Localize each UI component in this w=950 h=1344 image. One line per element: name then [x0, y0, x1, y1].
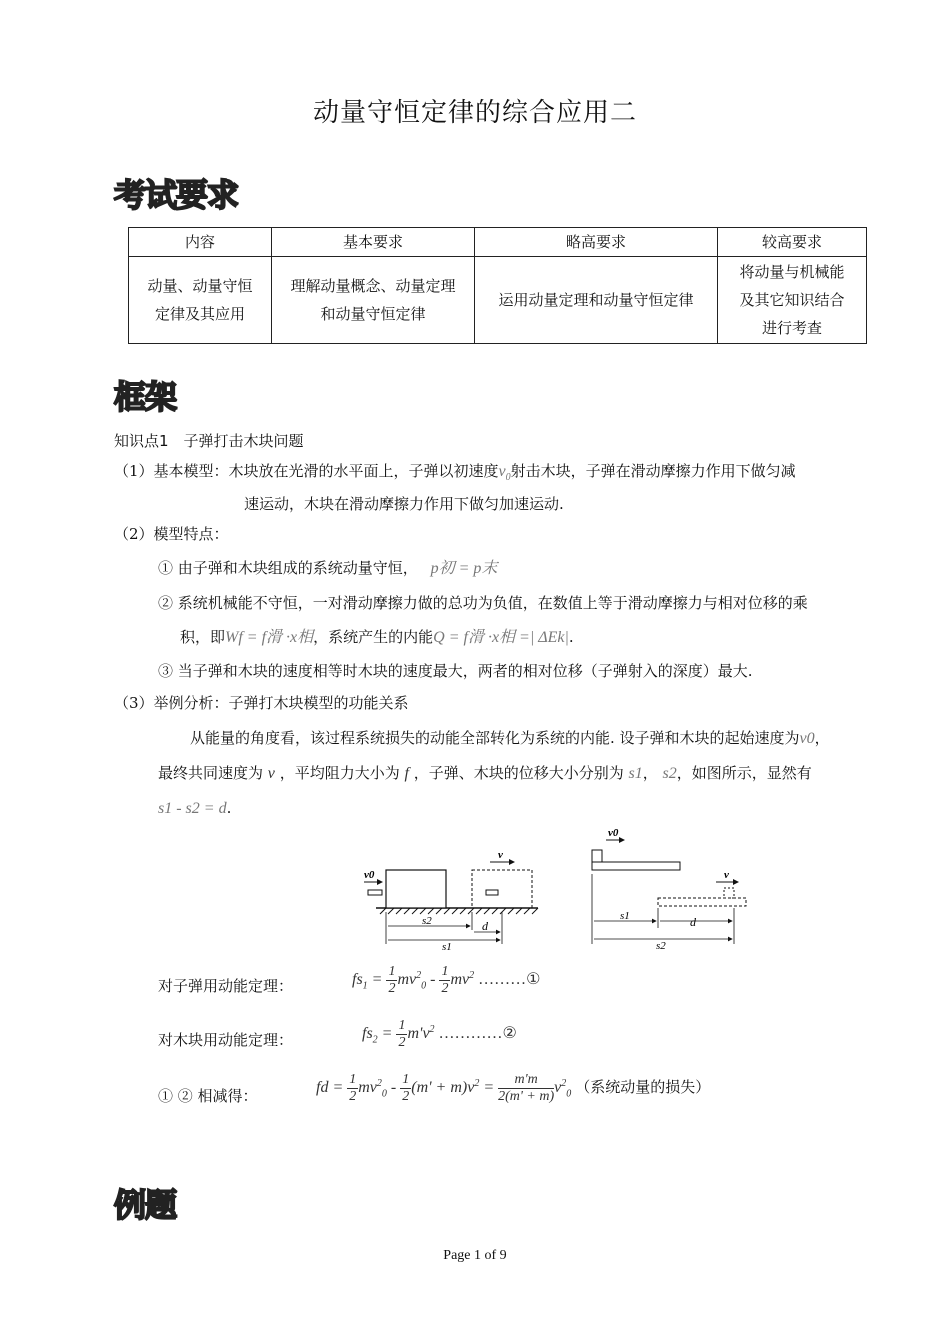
section-heading-examples: 例题 — [114, 1186, 177, 1224]
table-cell — [718, 257, 867, 344]
slider-final — [724, 888, 734, 898]
cell-line: 进行考查 — [761, 319, 822, 337]
denominator: 2 — [398, 1035, 406, 1050]
var-s2: s2 — [662, 765, 677, 782]
formula-momentum: p初 = p末 — [430, 560, 498, 577]
text: fd = — [316, 1079, 344, 1097]
text: （系统动量的损失） — [575, 1078, 711, 1097]
label-s2: s2 — [656, 940, 666, 952]
table-cell — [129, 257, 272, 344]
text: v — [554, 1079, 562, 1097]
feature-1 — [158, 558, 497, 579]
text: mv — [397, 971, 417, 989]
text: 积，即 — [180, 628, 226, 646]
text: ，平均阻力大小为 — [279, 764, 400, 782]
label-d: d — [482, 919, 488, 933]
text: ① 由子弹和木块组成的系统动量守恒， — [158, 559, 418, 577]
page-footer: Page 1 of 9 — [443, 1248, 507, 1263]
eq3: fd = $\frac{1}{2}$ $mv^2_0$ - $\frac{1}{2}$ $(m' + m)v^2$ = $\frac{m'm}{2(m' + m)}$ $v^2_0$ （系统动量的损失） — [316, 1072, 711, 1104]
feature-2: ② 系统机械能不守恒，一对滑动摩擦力做的总功为负值，在数值上等于滑动摩擦力与相对位移的乘 — [158, 594, 808, 612]
text: ， — [642, 764, 658, 782]
section-heading-framework: 框架 — [114, 378, 177, 416]
numerator: 1 — [441, 964, 449, 979]
denominator: 2 — [402, 1089, 410, 1104]
diagram-block-bullet — [356, 846, 546, 956]
formula-v0: v0 — [799, 730, 815, 747]
var-v: v — [267, 765, 275, 782]
numerator: 1 — [402, 1072, 410, 1087]
numerator: 1 — [388, 964, 396, 979]
plank-final — [658, 898, 746, 906]
knowledge-point-heading: 知识点1 子弹打击木块问题 — [114, 432, 304, 450]
fraction-half — [396, 1018, 407, 1051]
numerator: 1 — [349, 1072, 357, 1087]
analysis-line-1 — [190, 728, 830, 749]
text: (m' + m)v — [411, 1079, 475, 1097]
subscript: 0 — [505, 472, 511, 484]
text: ，如图所示，显然有 — [676, 764, 812, 782]
label-v: v — [724, 869, 729, 881]
formula-v0 — [498, 463, 511, 484]
eq1-label: 对子弹用动能定理： — [158, 977, 294, 995]
text: 最终共同速度为 — [158, 764, 264, 782]
label-s2: s2 — [422, 915, 432, 927]
block-final — [472, 870, 532, 908]
denominator: 2(m' + m) — [498, 1089, 555, 1104]
label-d: d — [690, 915, 696, 929]
label-v0: v0 — [608, 827, 619, 839]
bullet-final — [486, 890, 498, 895]
numerator: 1 — [398, 1018, 406, 1033]
eq2-label: 对木块用动能定理： — [158, 1031, 294, 1049]
eq3-label: ① ② 相减得： — [158, 1087, 258, 1105]
text: . — [568, 628, 574, 646]
text: ， — [814, 729, 830, 747]
table-cell — [272, 257, 475, 344]
text: 从能量的角度看，该过程系统损失的动能全部转化为系统的内能. 设子弹和木块的起始速度为 — [190, 729, 800, 747]
plank-initial — [592, 862, 680, 870]
text: mv — [450, 971, 470, 989]
text: ，系统产生的内能 — [313, 628, 434, 646]
table-header: 内容 — [129, 228, 272, 257]
eq2: $fs_2$ = $\frac{1}{2}$ $m'v^2$ …………② — [362, 1018, 517, 1050]
text: （1）基本模型：木块放在光滑的水平面上，子弹以初速度 — [114, 462, 499, 480]
var: v — [498, 463, 506, 480]
subscript: 2 — [372, 1034, 378, 1046]
feature-3: ③ 当子弹和木块的速度相等时木块的速度最大，两者的相对位移（子弹射入的深度）最大. — [158, 662, 753, 680]
cell-line: 理解动量概念、动量定理 — [290, 277, 456, 295]
table-cell — [475, 257, 718, 344]
cell-line: 将动量与机械能 — [739, 263, 845, 281]
cell-line: 动量、动量守恒 — [147, 277, 253, 295]
label-v: v — [498, 849, 503, 861]
text: . — [226, 799, 232, 817]
page-title: 动量守恒定律的综合应用二 — [312, 98, 637, 128]
paragraph-example: （3）举例分析：子弹打木块模型的功能关系 — [114, 694, 409, 712]
var-f: f — [404, 765, 409, 782]
formula-heat: Q = f滑 ·x相 =| ΔEk| — [433, 629, 569, 646]
cell-line: 定律及其应用 — [154, 305, 245, 323]
label-v0: v0 — [364, 869, 375, 881]
table-header: 基本要求 — [272, 228, 475, 257]
paragraph-features: （2）模型特点： — [114, 525, 229, 543]
text: m'v — [407, 1025, 430, 1043]
denominator: 2 — [388, 981, 396, 996]
analysis-line-3 — [158, 798, 231, 819]
text: mv — [358, 1079, 377, 1097]
formula-relation: s1 - s2 = d — [158, 800, 227, 817]
requirements-table — [128, 227, 867, 344]
text: 射击木块，子弹在滑动摩擦力作用下做匀减 — [510, 462, 796, 480]
cell-line: 及其它知识结合 — [739, 291, 845, 309]
label-s1: s1 — [442, 941, 452, 953]
text: fs — [352, 971, 363, 989]
eq1: $fs_1$ = $\frac{1}{2}$ $mv^2_0$ - $\frac{1}{2}$ $mv^2$ ………① — [352, 964, 541, 996]
denominator: 2 — [349, 1089, 357, 1104]
cell-line: 运用动量定理和动量守恒定律 — [498, 291, 694, 309]
fraction-half — [400, 1072, 411, 1105]
section-heading-exam: 考试要求 — [114, 176, 239, 214]
block-initial — [386, 870, 446, 908]
fraction-half — [439, 964, 450, 997]
paragraph-model — [114, 461, 796, 488]
subscript: 1 — [362, 980, 368, 992]
label-s1: s1 — [620, 910, 630, 922]
fraction-half — [386, 964, 397, 997]
slider-initial — [592, 850, 602, 862]
table-header: 略高要求 — [475, 228, 718, 257]
fraction-half — [347, 1072, 358, 1105]
feature-2-cont — [180, 627, 574, 648]
text: fs — [362, 1025, 373, 1043]
cell-line: 和动量守恒定律 — [320, 305, 426, 323]
analysis-line-2 — [158, 763, 812, 784]
var-s1: s1 — [628, 765, 643, 782]
numerator: m'm — [498, 1072, 554, 1089]
paragraph-model-cont: 速运动，木块在滑动摩擦力作用下做匀加速运动. — [244, 495, 564, 513]
text: ………① — [478, 971, 541, 989]
diagram-plank — [584, 824, 754, 954]
text: ，子弹、木块的位移大小分别为 — [413, 764, 624, 782]
table-header: 较高要求 — [718, 228, 867, 257]
fraction-mass — [498, 1072, 554, 1105]
formula-work: Wf = f滑 ·x相 — [225, 629, 314, 646]
bullet-initial — [368, 890, 382, 895]
denominator: 2 — [441, 981, 449, 996]
text: …………② — [438, 1025, 517, 1043]
